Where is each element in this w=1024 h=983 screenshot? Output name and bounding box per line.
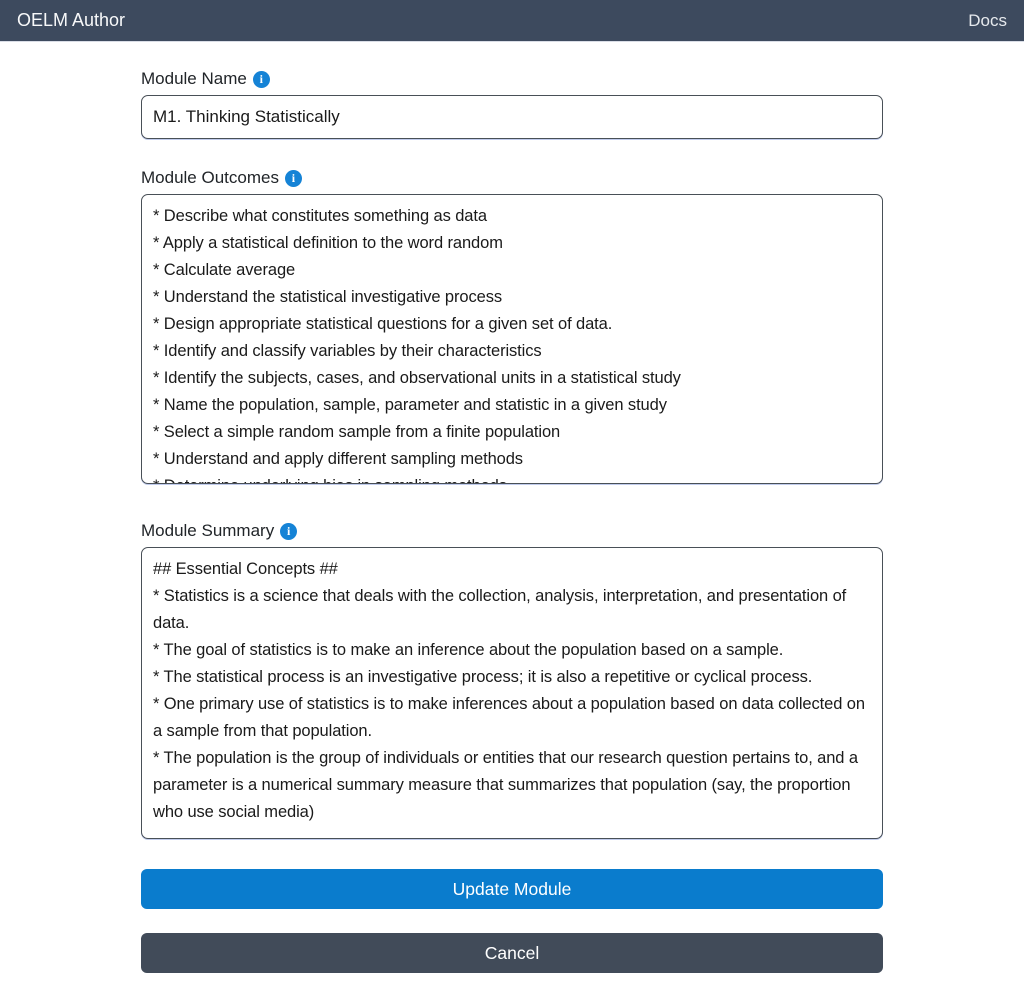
info-icon[interactable]: i	[285, 170, 302, 187]
update-module-button[interactable]: Update Module	[141, 869, 883, 909]
info-icon[interactable]: i	[253, 71, 270, 88]
module-form	[141, 41, 883, 973]
docs-link[interactable]: Docs	[968, 10, 1007, 30]
cancel-button[interactable]: Cancel	[141, 933, 883, 973]
app-title: OELM Author	[17, 10, 126, 30]
module-name-label	[141, 68, 883, 90]
top-navbar	[0, 0, 1024, 41]
module-summary-label-text: Module Summary	[141, 521, 275, 540]
module-outcomes-label	[141, 167, 883, 189]
module-name-input[interactable]	[141, 95, 883, 139]
info-icon[interactable]: i	[280, 523, 297, 540]
module-summary-label	[141, 520, 883, 542]
module-outcomes-textarea[interactable]	[141, 194, 883, 484]
module-summary-textarea[interactable]	[141, 547, 883, 839]
module-name-label-text: Module Name	[141, 69, 247, 88]
module-outcomes-label-text: Module Outcomes	[141, 168, 279, 187]
